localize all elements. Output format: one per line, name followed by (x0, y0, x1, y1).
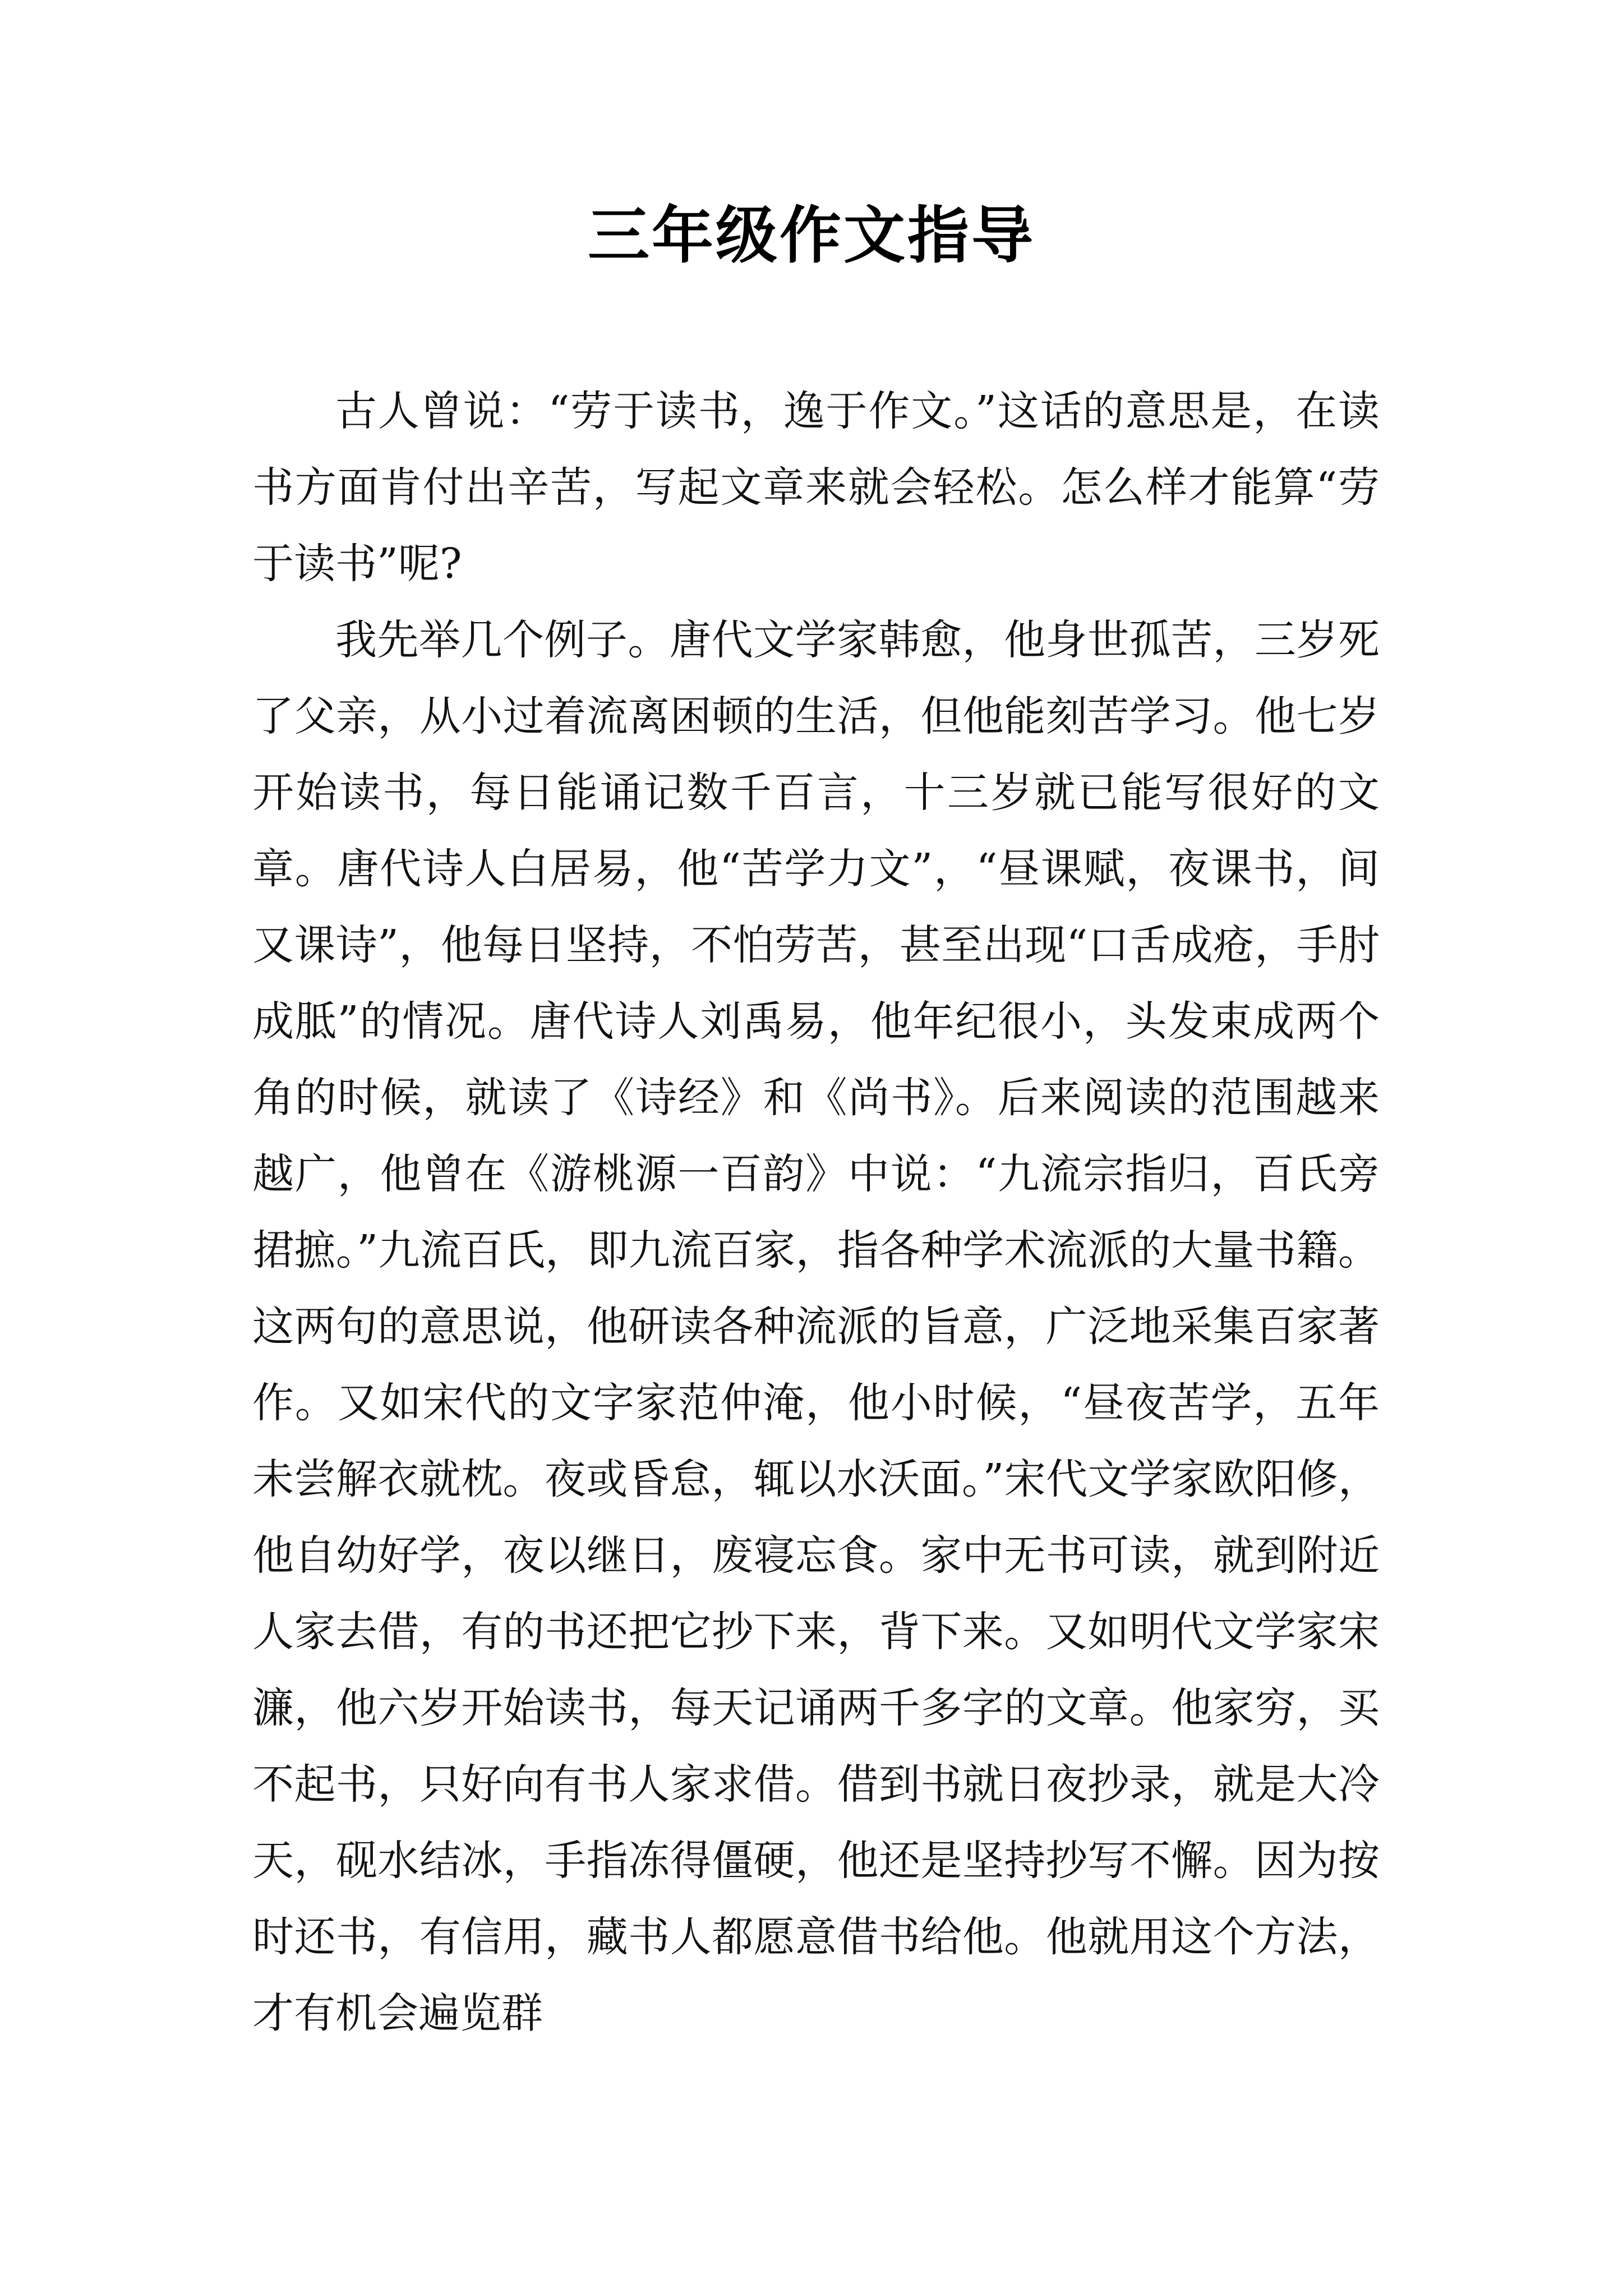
document-title: 三年级作文指导 (588, 200, 1035, 272)
paragraph-intro: 古人曾说：“劳于读书，逸于作文。”这话的意思是，在读书方面肯付出辛苦，写起文章来就会轻松。怎么样才能算“劳于读书”呢? (252, 387, 1380, 588)
paragraph-examples: 我先举几个例子。唐代文学家韩愈，他身世孤苦，三岁死了父亲，从小过着流离困顿的生活，但他能刻苦学习。他七岁开始读书，每日能诵记数千百言，十三岁就已能写很好的文章。唐代诗人白居易，他“苦学力文”，“昼课赋，夜课书，间又课诗”，他每日坚持，不怕劳苦，甚至出现“口舌成疮，手肘成胝”的情况。唐代诗人刘禹易，他年纪很小，头发束成两个角的时候，就读了《诗经》和《尚书》。后来阅读的范围越来越广，他曾在《游桃源一百韵》中说：“九流宗指归，百氏旁捃摭。”九流百氏，即九流百家，指各种学术流派的大量书籍。这两句的意思说，他研读各种流派的旨意，广泛地采集百家著作。又如宋代的文字家范仲淹，他小时候，“昼夜苦学，五年未尝解衣就枕。夜或昏怠，辄以水沃面。”宋代文学家欧阳修，他自幼好学，夜以继日，废寝忘食。家中无书可读，就到附近人家去借，有的书还把它抄下来，背下来。又如明代文学家宋濂，他六岁开始读书，每天记诵两千多字的文章。他家穷，买不起书，只好向有书人家求借。借到书就日夜抄录，就是大冷天，砚水结冰，手指冻得僵硬，他还是坚持抄写不懈。因为按时还书，有信用，藏书人都愿意借书给他。他就用这个方法，才有机会遍览群 (252, 616, 1380, 2037)
document-body (252, 373, 1380, 2051)
